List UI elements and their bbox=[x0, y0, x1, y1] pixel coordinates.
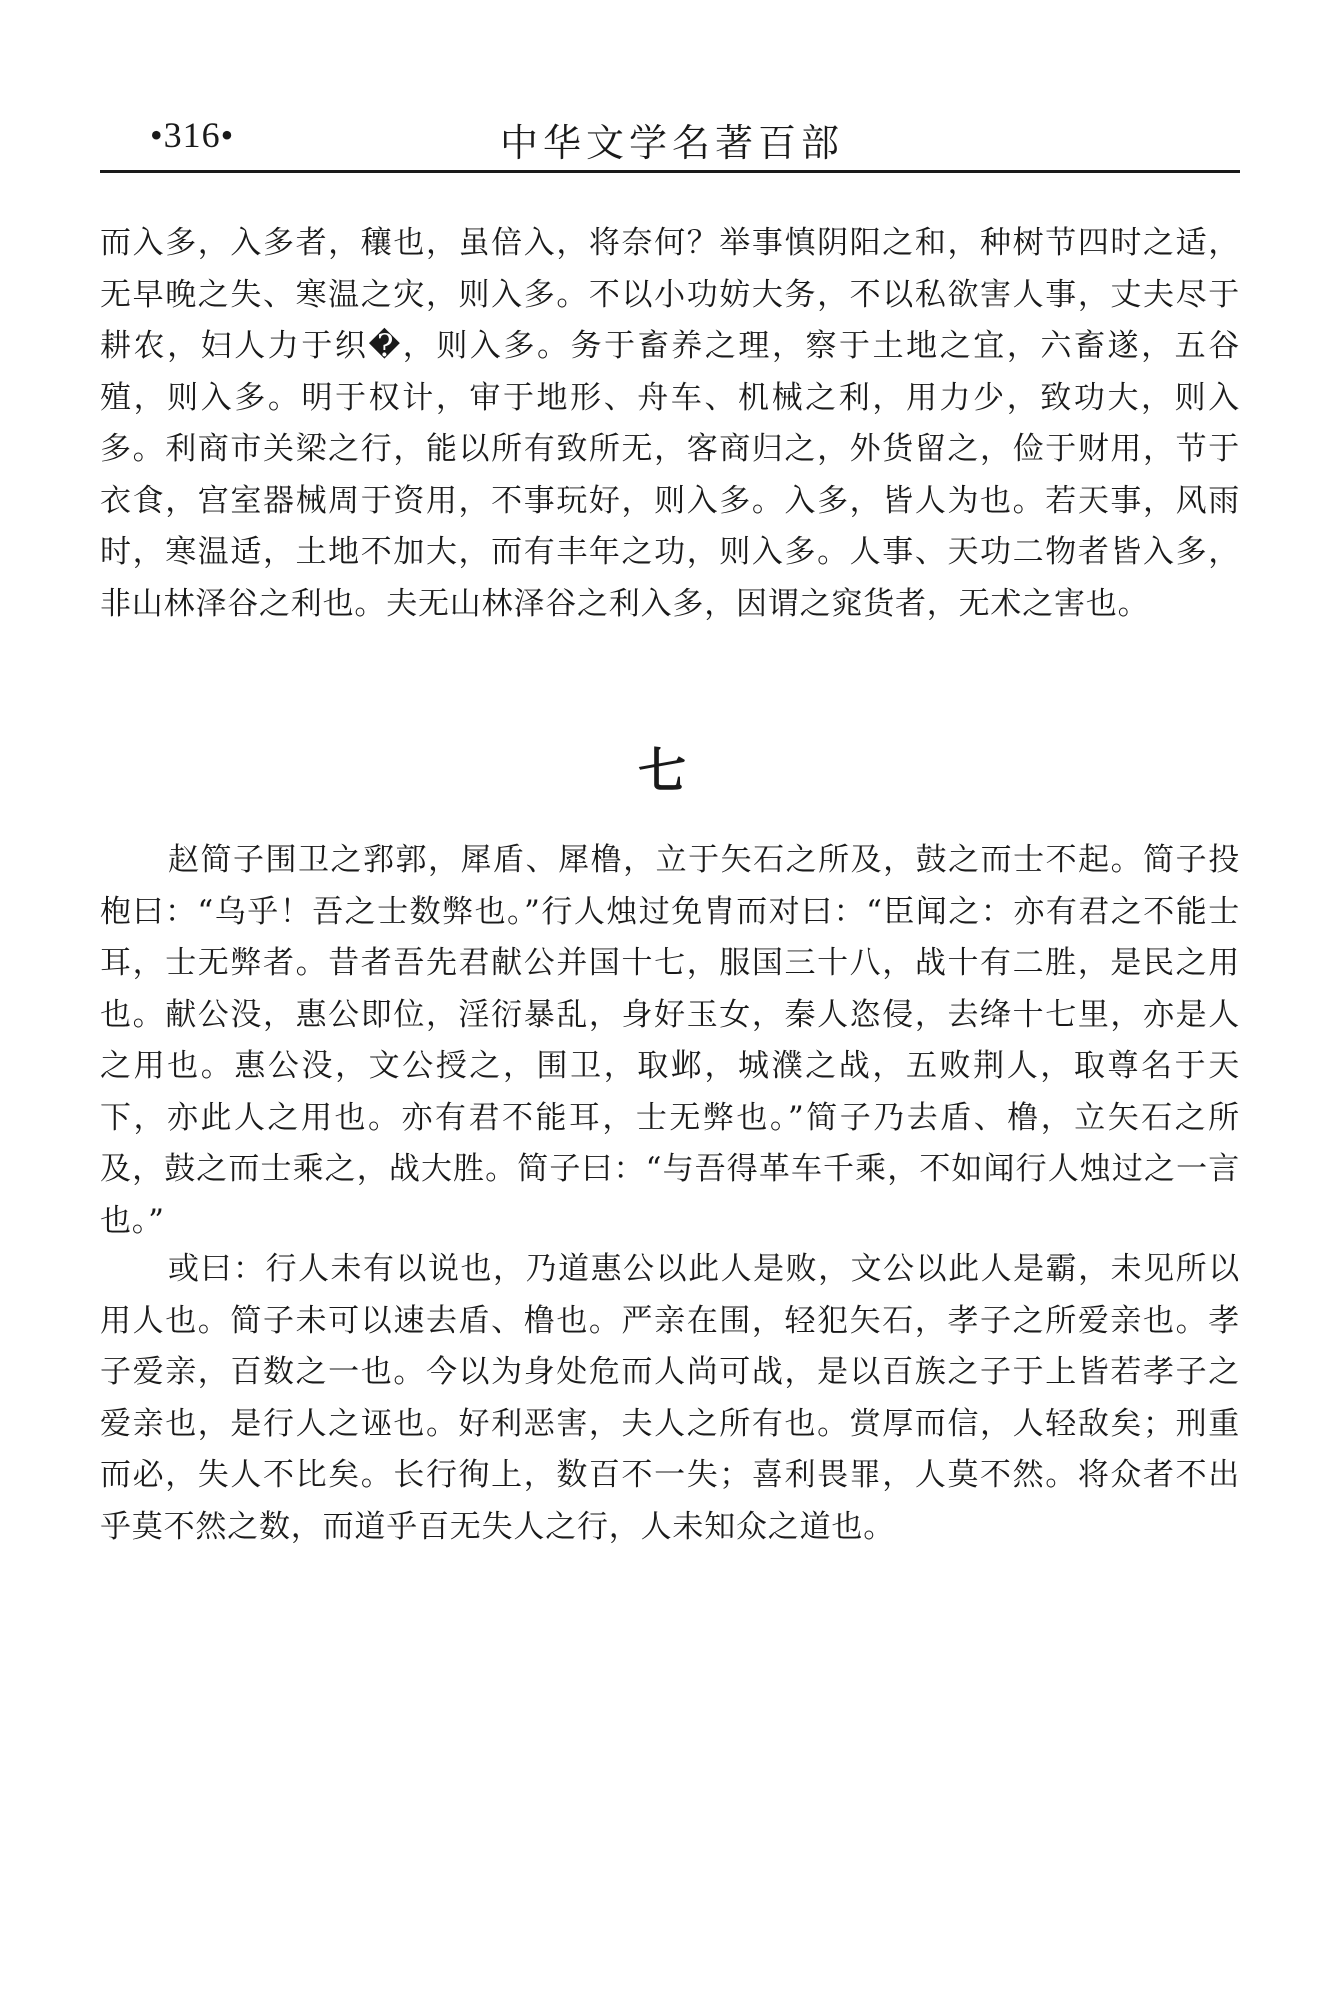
body-text-narrative bbox=[100, 835, 1240, 1247]
body-text-upper bbox=[100, 218, 1240, 630]
paragraph-narrative: 赵简子围卫之郛郭，犀盾、犀橹，立于矢石之所及，鼓之而士不起。简子投枹曰：“乌乎！吾之士数弊也。”行人烛过免胄而对曰：“臣闻之：亦有君之不能士耳，士无弊者。昔者吾先君献公并国十七，服国三十八，战十有二胜，是民之用也。献公没，惠公即位，淫衍暴乱，身好玉女，秦人恣侵，去绛十七里，亦是人之用也。惠公没，文公授之，围卫，取邺，城濮之战，五败荆人，取尊名于天下，亦此人之用也。亦有君不能耳，士无弊也。”简子乃去盾、橹，立矢石之所及，鼓之而士乘之，战大胜。简子曰：“与吾得革车千乘，不如闻行人烛过之一言也。” bbox=[100, 842, 1240, 1239]
book-title: 中华文学名著百部 bbox=[500, 121, 845, 165]
header-rule bbox=[100, 170, 1240, 173]
page-header bbox=[100, 108, 1240, 168]
paragraph-continued: 而入多，入多者，穰也，虽倍入，将奈何？举事慎阴阳之和，种树节四时之适，无早晚之失、寒温之灾，则入多。不以小功妨大务，不以私欲害人事，丈夫尽于耕农，妇人力于织�，则入多。务于畜养之理，察于土地之宜，六畜遂，五谷殖，则入多。明于权计，审于地形、舟车、机械之利，用力少，致功大，则入多。利商市关梁之行，能以所有致所无，客商归之，外货留之，俭于财用，节于衣食，宫室器械周于资用，不事玩好，则入多。入多，皆人为也。若天事，风雨时，寒温适，土地不加大，而有丰年之功，则入多。人事、天功二物者皆入多，非山林泽谷之利也。夫无山林泽谷之利入多，因谓之窕货者，无术之害也。 bbox=[100, 225, 1240, 622]
body-text-commentary bbox=[100, 1244, 1240, 1553]
section-title: 七 bbox=[637, 743, 686, 799]
page-number: •316• bbox=[150, 115, 235, 155]
paragraph-commentary: 或曰：行人未有以说也，乃道惠公以此人是败，文公以此人是霸，未见所以用人也。简子未可以速去盾、橹也。严亲在围，轻犯矢石，孝子之所爱亲也。孝子爱亲，百数之一也。今以为身处危而人尚可战，是以百族之子于上皆若孝子之爱亲也，是行人之诬也。好利恶害，夫人之所有也。赏厚而信，人轻敌矣；刑重而必，失人不比矣。长行徇上，数百不一失；喜利畏罪，人莫不然。将众者不出乎莫不然之数，而道乎百无失人之行，人未知众之道也。 bbox=[100, 1251, 1240, 1545]
